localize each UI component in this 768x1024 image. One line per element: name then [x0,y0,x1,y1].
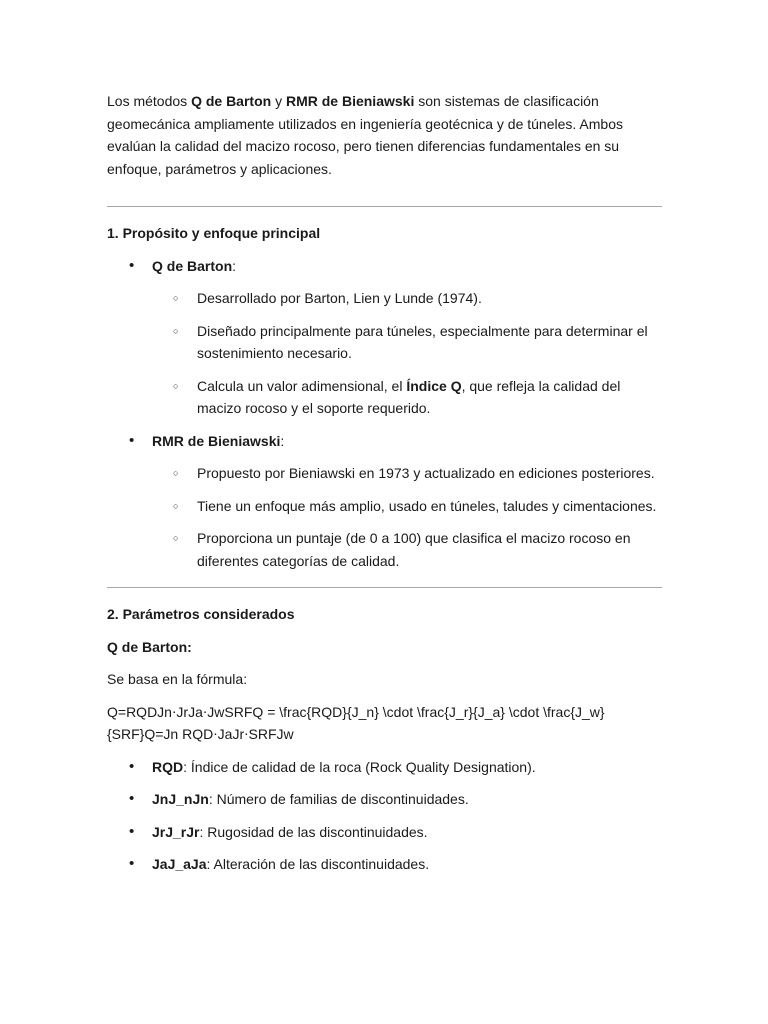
barton-item-3-pre: Calcula un valor adimensional, el [197,377,407,394]
barton-label [152,255,663,278]
list-item-barton [107,255,663,278]
rmr-label-colon: : [280,432,285,449]
formula-intro: Se basa en la fórmula: [107,671,248,687]
intro-bold-rmr: RMR de Bieniawski [285,93,415,109]
param-ja [152,853,663,876]
barton-item-2: ○ Diseñado principalmente para túneles, especialmente para determinar el sostenimiento necesario. [197,322,648,361]
param-rqd [152,756,663,779]
param-desc: : Alteración de las discontinuidades. [206,856,430,872]
param-term: JaJ_aJa [152,856,207,872]
rmr-item-3: ○ Proporciona un puntaje (de 0 a 100) que clasifica el macizo rocoso en diferentes categorías de calidad. [197,530,631,569]
list-item [107,756,663,779]
list-item-rmr [107,430,663,453]
param-desc: : Número de familias de discontinuidades. [208,791,469,807]
formula-text: Q=RQDJn⋅JrJa⋅JwSRFQ = \frac{RQD}{J_n} \cdot \frac{J_r}{J_a} \cdot \frac{J_w}{SRF}Q=Jn RQD⋅JaJr⋅SRFJw [107,703,605,742]
param-term: RQD [152,758,184,775]
rmr-item-2: ○ Tiene un enfoque más amplio, usado en túneles, taludes y cimentaciones. [197,497,657,514]
list-item [107,320,663,365]
section-2-title: 2. Parámetros considerados [107,606,295,622]
barton-item-3-post: , que refleja la calidad del macizo rocoso y el soporte requerido. [197,377,621,416]
intro-text-mid: y [271,93,286,109]
indice-q-bold: Índice Q [406,377,462,394]
param-jr [152,821,663,844]
section-1-list [107,255,663,278]
list-item [107,462,663,485]
section-2 [107,603,663,876]
divider-1 [107,206,662,207]
section-1-list-2 [107,430,663,453]
param-jn [152,788,663,811]
barton-label-bold: Q de Barton [152,257,233,274]
list-item [107,287,663,310]
param-desc: : Rugosidad de las discontinuidades. [199,823,428,840]
list-item [107,853,663,876]
param-term: JnJ_nJn [152,791,209,807]
list-item [107,788,663,811]
param-term: JrJ_rJr [152,823,200,840]
barton-item-1: ○ Desarrollado por Barton, Lien y Lunde (1974). [197,290,482,306]
barton-item-3 [197,375,663,420]
list-item [107,495,663,518]
barton-sublist [107,287,663,420]
document-body [107,90,663,886]
intro-text-post: son sistemas de clasificación geomecánica ampliamente utilizados en ingeniería geotécnica y de túneles. Ambos evalúan la calidad del macizo rocoso, pero tienen diferencias fundamentales en su enfoque, parámetros y aplicaciones. [107,93,623,177]
rmr-label [152,430,663,453]
intro-bold-barton: Q de Barton [191,93,272,109]
barton-label-colon: : [232,257,237,274]
rmr-sublist [107,462,663,572]
section-2-subtitle: Q de Barton: [107,638,192,655]
rmr-item-1: ○ Propuesto por Bieniawski en 1973 y actualizado en ediciones posteriores. [197,465,655,481]
list-item [107,821,663,844]
param-desc: : Índice de calidad de la roca (Rock Quality Designation). [183,758,536,775]
rmr-label-bold: RMR de Bieniawski [152,432,281,449]
intro-paragraph [107,90,663,180]
intro-text-pre: Los métodos [107,93,192,109]
list-item [107,375,663,420]
divider-2 [107,587,662,588]
section-1-title: 1. Propósito y enfoque principal [107,225,321,241]
list-item [107,527,663,572]
parameters-list [107,756,663,876]
